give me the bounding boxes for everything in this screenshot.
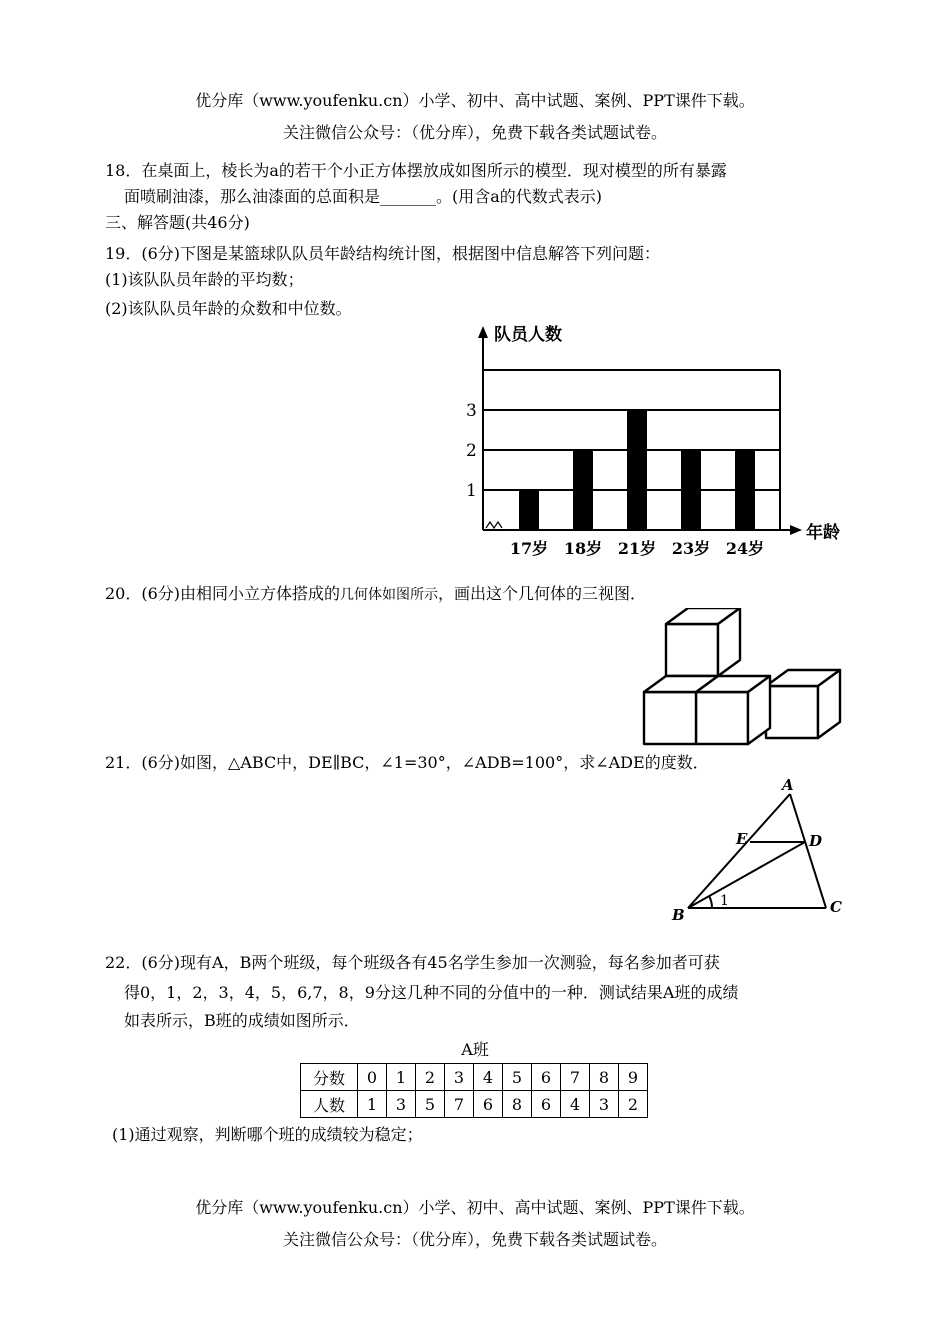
- q19-part-2: (2)该队队员年龄的众数和中位数。: [105, 299, 352, 318]
- q20-small-text: 几何体如图所示: [340, 587, 439, 603]
- header-line-1: 优分库（www.youfenku.cn）小学、初中、高中试题、案例、PPT课件下载。: [195, 91, 755, 110]
- footer-line-2: 关注微信公众号：（优分库），免费下载各类试题试卷。: [282, 1230, 667, 1249]
- y-axis-label: 队员人数: [494, 325, 562, 345]
- y-tick-label: 1: [466, 481, 477, 501]
- age-bar-chart: [440, 320, 860, 560]
- count-cell: 8: [503, 1091, 532, 1118]
- count-cell: 6: [474, 1091, 503, 1118]
- q20-prefix: 20．(6分)由相同小立方体搭成的: [105, 584, 341, 603]
- score-cell: 6: [532, 1064, 561, 1091]
- label-b: B: [672, 906, 685, 924]
- label-a: A: [782, 776, 794, 794]
- bar: [735, 450, 755, 530]
- y-axis-arrow: [478, 326, 488, 338]
- axis-break-mark: [486, 522, 502, 528]
- q20-suffix: ，画出这个几何体的三视图．: [438, 584, 647, 603]
- score-cell: 2: [416, 1064, 445, 1091]
- x-axis-arrow: [790, 525, 802, 535]
- x-tick-label: 21岁: [617, 539, 657, 558]
- q18-line-2: 面喷刷油漆，那么油漆面的总面积是_______。(用含a的代数式表示): [124, 187, 603, 206]
- bar: [519, 490, 539, 530]
- segment-bd: [688, 842, 805, 908]
- q20-stem: [105, 583, 646, 606]
- score-cell: 9: [619, 1064, 648, 1091]
- count-cell: 2: [619, 1091, 648, 1118]
- cube-front-right: [696, 676, 770, 744]
- score-cell: 1: [387, 1064, 416, 1091]
- cube-back-right: [766, 670, 840, 738]
- x-tick-label: 23岁: [671, 539, 711, 558]
- q18-line-1: 18．在桌面上，棱长为a的若干个小正方体摆放成如图所示的模型．现对模型的所有暴露: [105, 161, 727, 180]
- count-cell: 6: [532, 1091, 561, 1118]
- q22-line-1: 22．(6分)现有A，B两个班级，每个班级各有45名学生参加一次测验，每名参加者可获: [105, 953, 720, 972]
- angle-1-arc: [709, 896, 712, 908]
- count-row: [301, 1091, 648, 1118]
- side-ab: [688, 794, 790, 908]
- label-e: E: [736, 830, 748, 848]
- count-cell: 3: [590, 1091, 619, 1118]
- footer-line-1: 优分库（www.youfenku.cn）小学、初中、高中试题、案例、PPT课件下载。: [195, 1198, 755, 1217]
- score-row-label: 分数: [301, 1064, 358, 1091]
- score-cell: 8: [590, 1064, 619, 1091]
- label-d: D: [809, 832, 823, 850]
- a-class-score-table: [300, 1063, 648, 1118]
- count-cell: 4: [561, 1091, 590, 1118]
- q22-line-2: 得0，1，2，3，4，5，6,7，8，9分这几种不同的分值中的一种．测试结果A班的成绩: [124, 983, 739, 1002]
- section-three-title: 三、解答题(共46分): [105, 213, 250, 232]
- score-cell: 4: [474, 1064, 503, 1091]
- q21-stem: 21．(6分)如图，△ABC中，DE∥BC，∠1=30°，∠ADB=100°，求∠ADE的度数．: [105, 753, 709, 772]
- score-cell: 5: [503, 1064, 532, 1091]
- q19-stem: 19．(6分)下图是某篮球队队员年龄结构统计图，根据图中信息解答下列问题：: [105, 244, 661, 263]
- q22-line-3: 如表所示，B班的成绩如图所示．: [124, 1011, 360, 1030]
- a-class-table-title: A班: [461, 1040, 489, 1059]
- triangle-figure: [668, 776, 858, 926]
- y-tick-label: 3: [466, 401, 477, 421]
- header-line-2: 关注微信公众号：（优分库），免费下载各类试题试卷。: [282, 123, 667, 142]
- bar: [627, 410, 647, 530]
- x-tick-label: 17岁: [509, 539, 549, 558]
- score-row: [301, 1064, 648, 1091]
- score-cell: 7: [561, 1064, 590, 1091]
- cube-top: [666, 608, 740, 676]
- count-cell: 7: [445, 1091, 474, 1118]
- y-tick-label: 2: [466, 441, 477, 461]
- cubes-figure: [636, 608, 856, 748]
- label-c: C: [830, 898, 842, 916]
- score-cell: 3: [445, 1064, 474, 1091]
- score-cell: 0: [358, 1064, 387, 1091]
- count-row-label: 人数: [301, 1091, 358, 1118]
- bar: [681, 450, 701, 530]
- bar: [573, 450, 593, 530]
- count-cell: 5: [416, 1091, 445, 1118]
- label-angle-1: 1: [720, 893, 729, 909]
- count-cell: 3: [387, 1091, 416, 1118]
- x-axis-label: 年龄: [806, 523, 840, 543]
- count-cell: 1: [358, 1091, 387, 1118]
- x-tick-label: 18岁: [563, 539, 603, 558]
- q22-part-1: (1)通过观察，判断哪个班的成绩较为稳定；: [112, 1125, 423, 1144]
- x-tick-label: 24岁: [725, 539, 765, 558]
- side-ac: [790, 794, 826, 908]
- q19-part-1: (1)该队队员年龄的平均数；: [105, 270, 304, 289]
